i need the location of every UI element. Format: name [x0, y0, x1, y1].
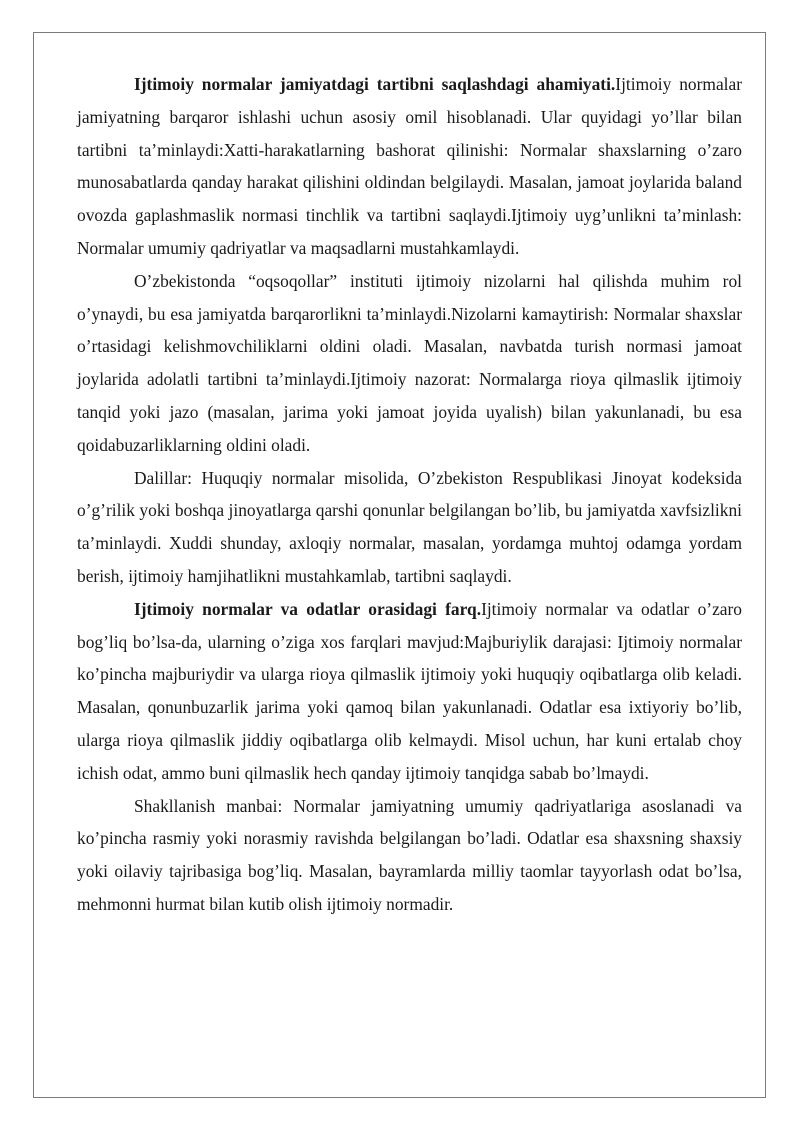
- paragraph-text: O’zbekistonda “oqsoqollar” instituti ijtimoiy nizolarni hal qilishda muhim rol o’ynaydi, bu esa jamiyatda barqarorlikni ta’minlaydi.Nizolarni kamaytirish: Normalar shaxslar o’rtasidagi kelishmovchiliklarni oldini oladi. Masalan, navbatda turish normasi jamoat joylarida adolatli tartibni ta’minlaydi.Ijtimoiy nazorat: Normalarga rioya qilmaslik ijtimoiy tanqid yoki jazo (masalan, jarima yoki jamoat joyida uyalish) bilan yakunlanadi, bu esa qoidabuzarliklarning oldini oladi.: [77, 270, 742, 455]
- paragraph-importance: [77, 68, 742, 265]
- paragraph-text: Ijtimoiy normalar jamiyatning barqaror ishlashi uchun asosiy omil hisoblanadi. Ular quyidagi yo’llar bilan tartibni ta’minlaydi:Xatti-harakatlarning bashorat qilinishi: Normalar shaxslarning o’zaro munosabatlarda qanday harakat qilishini oldindan belgilaydi. Masalan, jamoat joylarida baland ovozda gaplashmaslik normasi tinchlik va tartibni saqlaydi.Ijtimoiy uyg’unlikni ta’minlash: Normalar umumiy qadriyatlar va maqsadlarni mustahkamlaydi.: [77, 74, 742, 258]
- section-heading-difference: Ijtimoiy normalar va odatlar orasidagi farq.: [134, 598, 482, 619]
- document-body: [77, 68, 742, 921]
- paragraph-difference: [77, 593, 742, 790]
- section-heading-importance: Ijtimoiy normalar jamiyatdagi tartibni saqlashdagi ahamiyati.: [134, 74, 616, 94]
- paragraph-text: Dalillar: Huquqiy normalar misolida, O’zbekiston Respublikasi Jinoyat kodeksida o’g’rilik yoki boshqa jinoyatlarga qarshi qonunlar belgilangan bo’lib, bu jamiyatda xavfsizlikni ta’minlaydi. Xuddi shunday, axloqiy normalar, masalan, yordamga muhtoj odamga yordam berish, ijtimoiy hamjihatlikni mustahkamlab, tartibni saqlaydi.: [77, 467, 742, 586]
- paragraph-oqsoqollar: [77, 265, 742, 462]
- paragraph-text: Shakllanish manbai: Normalar jamiyatning umumiy qadriyatlariga asoslanadi va ko’pincha rasmiy yoki norasmiy ravishda belgilangan bo’ladi. Odatlar esa shaxsning shaxsiy yoki oilaviy tajribasiga bog’liq. Masalan, bayramlarda milliy taomlar tayyorlash odat bo’lsa, mehmonni hurmat bilan kutib olish ijtimoiy normadir.: [77, 795, 742, 914]
- paragraph-evidence: [77, 462, 742, 593]
- paragraph-source: [77, 790, 742, 921]
- paragraph-text: Ijtimoiy normalar va odatlar o’zaro bog’liq bo’lsa-da, ularning o’ziga xos farqlari mavjud:Majburiylik darajasi: Ijtimoiy normalar ko’pincha majburiydir va ularga rioya qilmaslik ijtimoiy yoki huquqiy oqibatlarga olib keladi. Masalan, qonunbuzarlik jarima yoki qamoq bilan yakunlanadi. Odatlar esa ixtiyoriy bo’lib, ularga rioya qilmaslik jiddiy oqibatlarga olib kelmaydi. Misol uchun, har kuni ertalab choy ichish odat, ammo buni qilmaslik hech qanday ijtimoiy tanqidga sabab bo’lmaydi.: [77, 598, 742, 783]
